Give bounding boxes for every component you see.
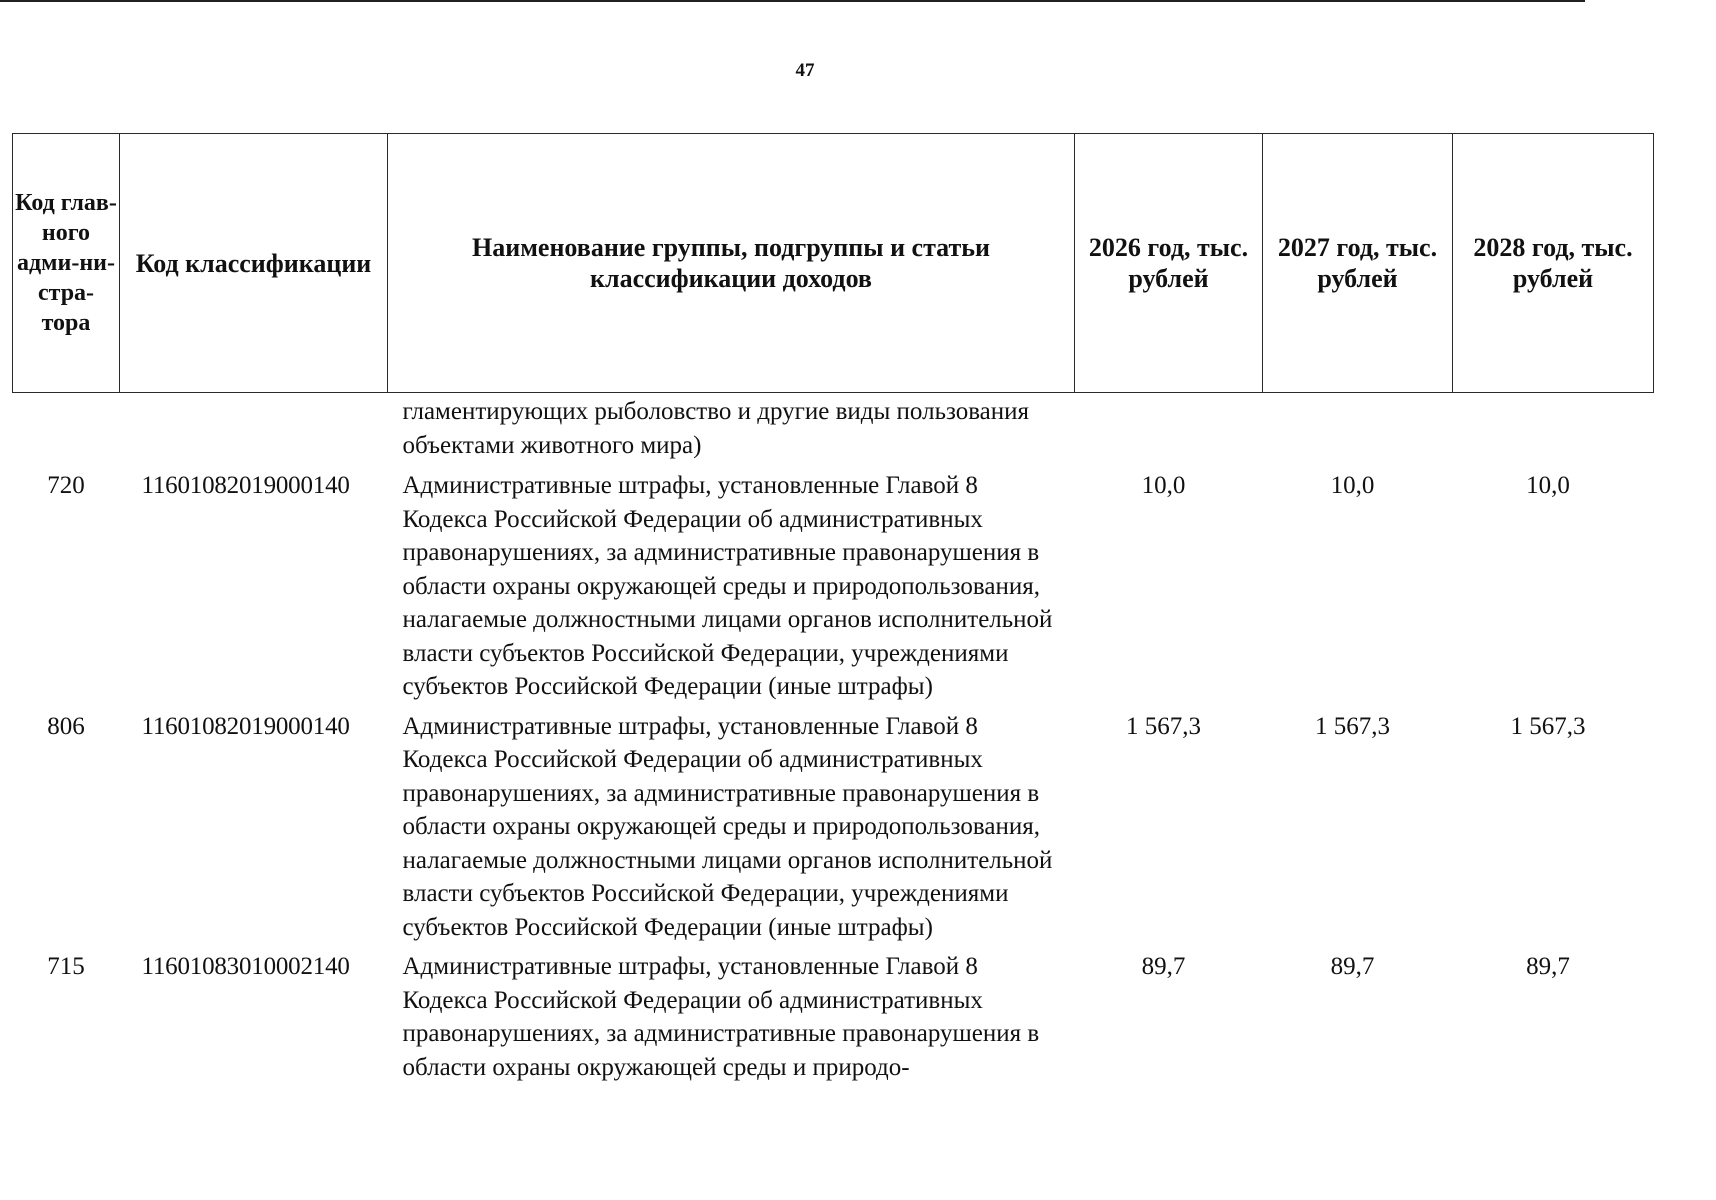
cell-year-2026: 89,7	[1141, 953, 1186, 980]
cell-year-2026: 10,0	[1141, 472, 1186, 499]
table-row	[13, 950, 1654, 1090]
cell-name: Административные штрафы, установленные Главой 8 Кодекса Российской Федерации об административных правонарушениях, за административные правонарушения в области охраны окружающей среды и природо-	[402, 953, 1040, 1081]
cell-classification-code: 11601082019000140	[141, 712, 350, 740]
cell-admin-code: 806	[47, 712, 85, 740]
cell-empty	[1453, 393, 1654, 470]
revenue-table	[12, 133, 1654, 1090]
cell-year-2027: 89,7	[1330, 953, 1375, 980]
header-name: Наименование группы, подгруппы и статьи классификации доходов	[388, 134, 1075, 393]
cell-year-2028: 89,7	[1526, 953, 1570, 980]
table-row	[13, 469, 1654, 710]
cell-year-2028: 1 567,3	[1510, 712, 1586, 740]
cell-year-2026: 1 567,3	[1126, 712, 1201, 740]
cell-name: Административные штрафы, установленные Главой 8 Кодекса Российской Федерации об административных правонарушениях, за административные правонарушения в области охраны окружающей среды и природопользования, налагаемые должностными лицами органов исполнительной власти субъектов Российской Федерации, учреждениями субъектов Российской Федерации (иные штрафы)	[402, 712, 1053, 941]
header-admin-code: Код глав-ного адми-ни-стра-тора	[13, 134, 120, 393]
cell-name: Административные штрафы, установленные Главой 8 Кодекса Российской Федерации об административных правонарушениях, за административные правонарушения в области охраны окружающей среды и природопользования, налагаемые должностными лицами органов исполнительной власти субъектов Российской Федерации, учреждениями субъектов Российской Федерации (иные штрафы)	[402, 472, 1053, 700]
table-header-row	[13, 134, 1654, 393]
header-year-2027: 2027 год, тыс. рублей	[1263, 134, 1453, 393]
header-year-2026: 2026 год, тыс. рублей	[1075, 134, 1263, 393]
cell-empty	[1263, 393, 1453, 470]
table-row	[13, 710, 1654, 951]
cell-empty	[1075, 393, 1263, 470]
cell-classification-code: 11601083010002140	[141, 953, 350, 980]
cell-admin-code: 715	[47, 953, 85, 980]
cell-admin-code: 720	[47, 472, 85, 499]
cell-year-2027: 10,0	[1330, 472, 1375, 499]
cell-empty	[13, 393, 120, 470]
header-year-2028: 2028 год, тыс. рублей	[1453, 134, 1654, 393]
cell-empty	[120, 393, 388, 470]
revenue-table-container	[12, 133, 1653, 1090]
table-row-continuation	[13, 393, 1654, 470]
cell-classification-code: 11601082019000140	[141, 472, 350, 499]
scan-edge-line	[0, 0, 1585, 2]
cell-year-2028: 10,0	[1526, 472, 1570, 499]
cell-name: гламентирующих рыболовство и другие виды пользования объектами животного мира)	[402, 398, 1030, 459]
cell-year-2027: 1 567,3	[1315, 712, 1390, 740]
header-classification-code: Код классификации	[120, 134, 388, 393]
page-number: 47	[795, 60, 815, 81]
